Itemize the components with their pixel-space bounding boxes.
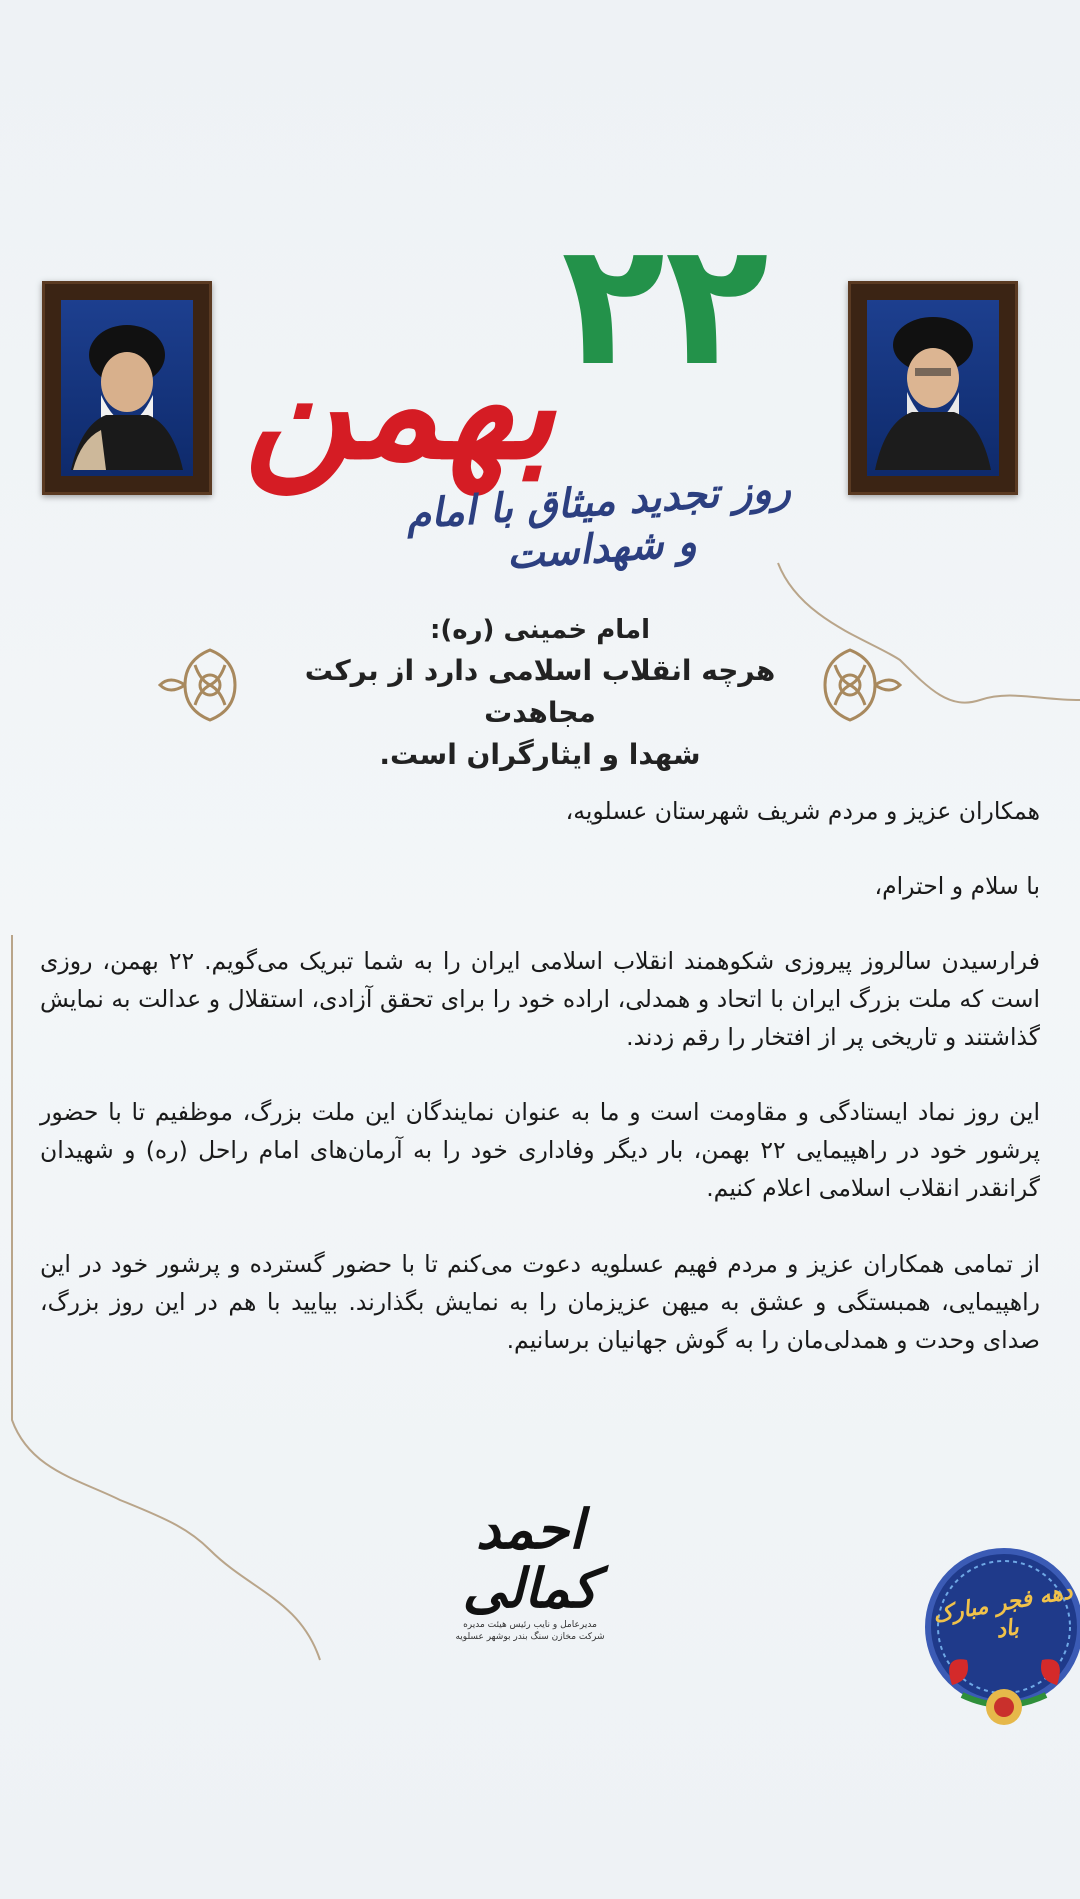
letter-paragraph-1: فرارسیدن سالروز پیروزی شکوهمند انقلاب اسلامی ایران را به شما تبریک می‌گویم. ۲۲ بهمن، روزی است که ملت بزرگ ایران با اتحاد و همدلی، اراده خود را برای تحقق آزادی، استقلال و عدالت به نمایش گذاشتند و تاریخی پر از افتخار را رقم زدند. — [40, 947, 1041, 1052]
portrait-left — [61, 300, 191, 470]
quote-line-1: هرچه انقلاب اسلامی دارد از برکت مجاهدت — [304, 654, 776, 729]
hero-month: بهمن — [244, 317, 556, 493]
hero-number: ۲۲ — [561, 206, 769, 404]
fajr-badge-text: دهه فجر مبارک باد — [931, 1578, 1075, 1644]
signature-name: احمد کمالی — [462, 1497, 598, 1621]
quote-title: امام خمینی (ره): — [429, 615, 651, 645]
quote-body — [250, 650, 830, 776]
letter-greeting: همکاران عزیز و مردم شریف شهرستان عسلویه، — [565, 797, 1040, 825]
letter-body — [40, 792, 1040, 1396]
letter-paragraph-2: این روز نماد ایستادگی و مقاومت است و ما به عنوان نمایندگان این ملت بزرگ، موظفیم تا با حضور پرشور خود در راهپیمایی ۲۲ بهمن، بار دیگر وفاداری خود را به آرمان‌های امام راحل (ره) و شهیدان گرانقدر انقلاب اسلامی اعلام کنیم. — [40, 1098, 1040, 1203]
letter-salutation: با سلام و احترام، — [874, 872, 1040, 901]
signature-block — [440, 1497, 620, 1644]
hero-subtitle: روز تجدید میثاق با امام و شهداست — [404, 464, 793, 579]
signature-title-2: شرکت مخازن سنگ بندر بوشهر عسلویه — [455, 1632, 605, 1643]
portrait-frame-left — [42, 281, 212, 495]
letter-paragraph-3: از تمامی همکاران عزیز و مردم فهیم عسلویه دعوت می‌کنم تا با حضور گسترده و پرشور خود در این راهپیمایی، همبستگی و عشق به میهن عزیزمان را به نمایش بگذارند. بیایید با هم در این روز بزرگ، صدای وحدت و همدلی‌مان را به گوش جهانیان برسانیم. — [40, 1249, 1040, 1354]
ornament-left-icon — [155, 640, 265, 730]
quote-line-2: شهدا و ایثارگران است. — [379, 738, 701, 771]
portrait-frame-right — [848, 281, 1018, 495]
signature-title-1: مدیرعامل و نایب رئیس هیئت مدیره — [463, 1619, 597, 1630]
portrait-right — [867, 300, 997, 470]
